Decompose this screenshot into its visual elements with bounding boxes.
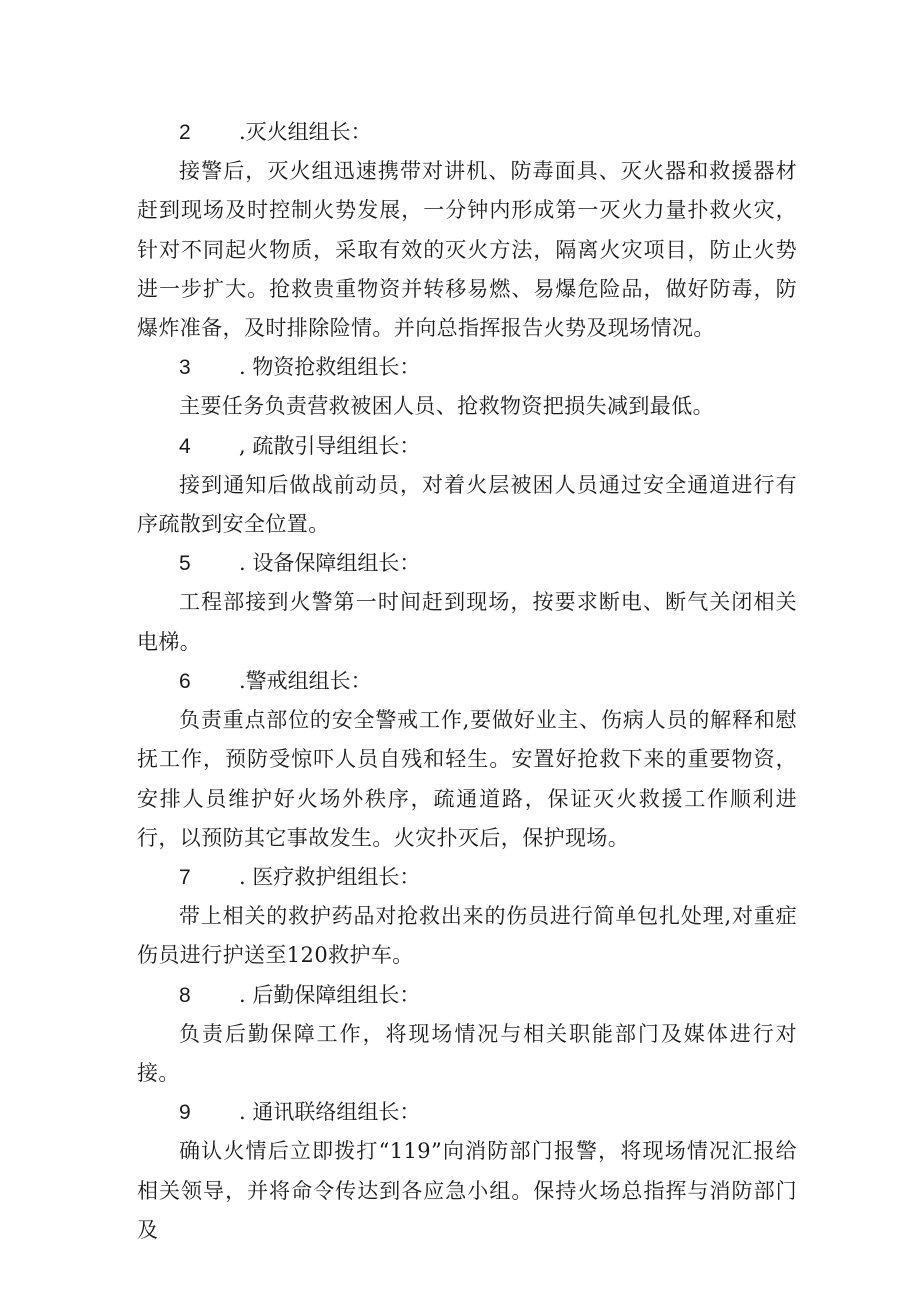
document-content [137, 113, 797, 1250]
section-body-6: 负责重点部位的安全警戒工作,要做好业主、伤病人员的解释和慰抚工作，预防受惊吓人员自残和轻生。安置好抢救下来的重要物资，安排人员维护好火场外秩序，疏通道路，保证灭火救援工作顺利进行，以预防其它事故发生。火灾扑灭后，保护现场。 [137, 707, 797, 850]
section-number: 2 [179, 121, 191, 144]
section-heading-7 [137, 858, 797, 897]
section-number: 9 [179, 1101, 191, 1125]
section-body-5: 工程部接到火警第一时间赶到现场，按要求断电、断气关闭相关电梯。 [137, 590, 797, 654]
section-number: 3 [179, 356, 191, 380]
section-body-2: 接警后，灭火组迅速携带对讲机、防毒面具、灭火器和救援器材赶到现场及时控制火势发展，一分钟内形成第一灭火力量扑救火灾，针对不同起火物质，采取有效的灭火方法，隔离火灾项目，防止火势进一步扩大。抢救贵重物资并转移易燃、易爆危险品，做好防毒，防爆炸准备，及时排除险情。并向总指挥报告火势及现场情况。 [137, 159, 797, 341]
section-number: 7 [179, 866, 191, 890]
section-heading-9 [137, 1093, 797, 1132]
section-title: , 疏散引导组组长： [239, 433, 421, 458]
section-number: 8 [179, 983, 191, 1007]
section-heading-6 [137, 662, 797, 701]
section-title: . 物资抢救组组长： [239, 355, 421, 380]
section-body-4: 接到通知后做战前动员，对着火层被困人员通过安全通道进行有序疏散到安全位置。 [137, 472, 797, 537]
section-heading-3 [137, 348, 797, 387]
section-body-9: 确认火情后立即拨打“119”向消防部门报警，将现场情况汇报给相关领导，并将命令传达到各应急小组。保持火场总指挥与消防部门及 [137, 1139, 797, 1242]
section-title: . 医疗救护组组长： [239, 865, 421, 890]
section-title: . 通讯联络组组长： [239, 1100, 421, 1125]
section-title: .灭火组组长： [239, 120, 372, 144]
section-heading-5 [137, 544, 797, 583]
section-body-8: 负责后勤保障工作，将现场情况与相关职能部门及媒体进行对接。 [137, 1021, 797, 1086]
section-number: 6 [179, 669, 191, 693]
section-heading-2 [137, 113, 797, 152]
section-number: 4 [179, 434, 191, 458]
section-title: . 后勤保障组组长： [239, 982, 421, 1007]
section-body-7: 带上相关的救护药品对抢救出来的伤员进行简单包扎处理,对重症伤员进行护送至120救护车。 [137, 904, 797, 968]
section-number: 5 [179, 552, 191, 576]
section-title: . 设备保障组组长： [239, 551, 421, 576]
section-heading-8 [137, 976, 797, 1015]
section-title: .警戒组组长： [239, 668, 372, 693]
section-heading-4 [137, 427, 797, 466]
section-body-3: 主要任务负责营救被困人员、抢救物资把损失减到最低。 [179, 394, 714, 419]
